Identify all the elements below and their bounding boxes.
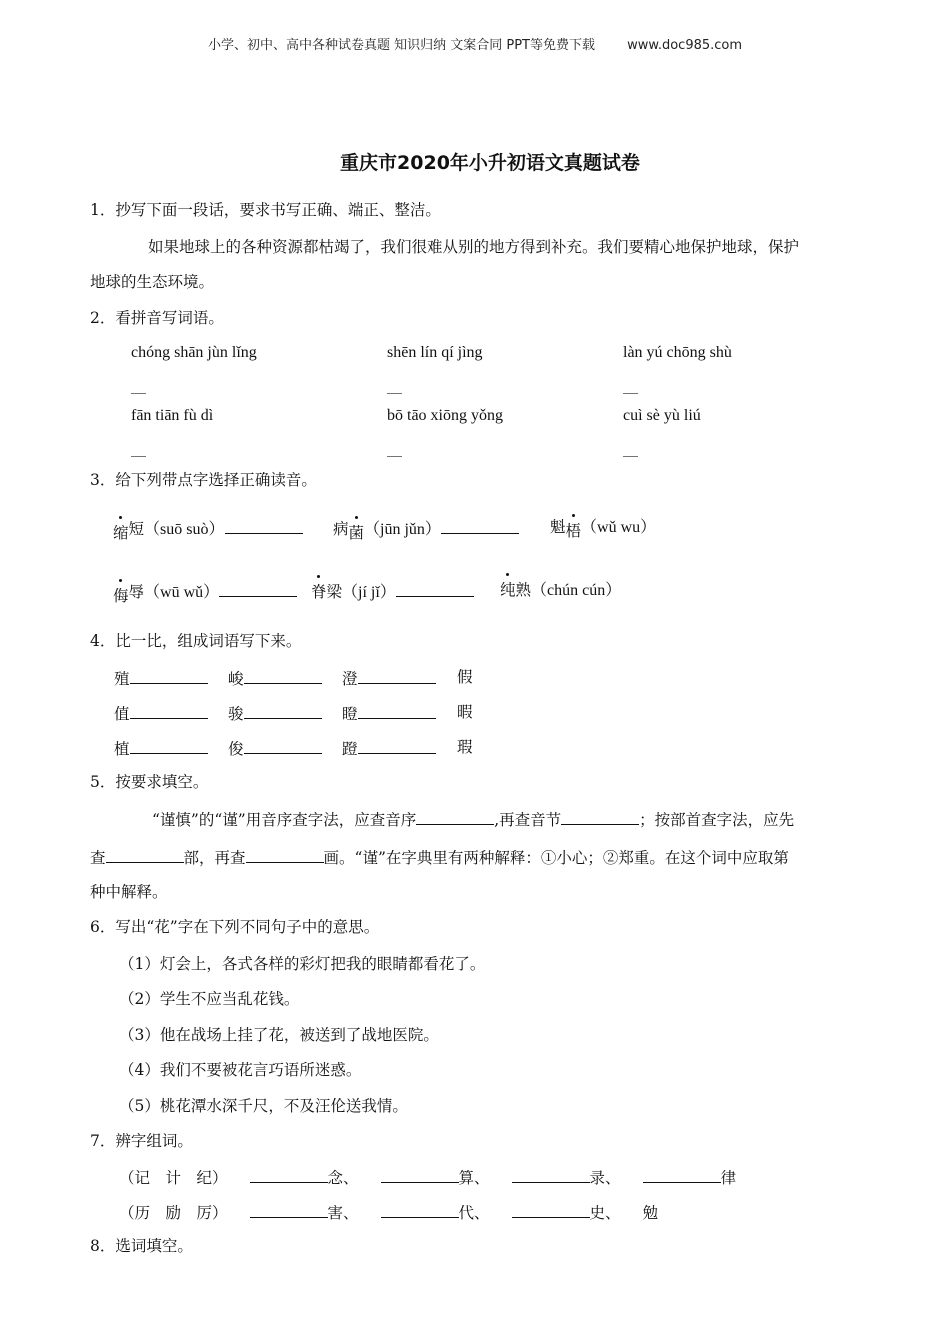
answer-blank[interactable]: [512, 1167, 590, 1183]
question-8: [90, 1237, 193, 1256]
compare-character: 暇: [457, 703, 473, 721]
answer-blank[interactable]: __: [131, 376, 146, 394]
answer-blank[interactable]: __: [131, 439, 146, 457]
compare-cell: [114, 703, 208, 724]
compare-character: 蹬: [342, 740, 358, 758]
compare-cell: [342, 703, 436, 724]
reading-item: [500, 581, 621, 600]
question-prompt: 比一比，组成词语写下来。: [115, 632, 302, 650]
dotted-character: 菌: [348, 524, 365, 542]
compare-character: 值: [114, 705, 130, 723]
compare-cell: [457, 703, 473, 722]
compare-cell: [457, 738, 473, 757]
question-number: 4．: [90, 632, 116, 650]
pinyin-item: làn yú chōng shù: [623, 344, 732, 361]
question-number: 2．: [90, 309, 116, 327]
question-number: 3．: [90, 471, 116, 489]
question-7: [90, 1132, 193, 1151]
question-number: 1．: [90, 201, 116, 219]
pinyin-item: cuì sè yù liú: [623, 407, 701, 424]
compare-cell: [342, 668, 436, 689]
answer-blank[interactable]: __: [387, 439, 402, 457]
text-fragment: ；按部首查字法，应先: [639, 811, 795, 829]
question-prompt: 写出“花”字在下列不同句子中的意思。: [115, 918, 380, 936]
question-number: 5．: [90, 773, 116, 791]
compare-cell: [228, 668, 322, 689]
suffix-text: 算、: [458, 1169, 490, 1187]
answer-blank[interactable]: [244, 668, 322, 684]
sentence-item: （2）学生不应当乱花钱。: [119, 990, 300, 1008]
answer-blank[interactable]: [106, 847, 184, 863]
dotted-character: 缩: [113, 524, 129, 542]
suffix-text: 念、: [327, 1169, 359, 1187]
question-4: [90, 632, 301, 651]
question-prompt: 辨字组词。: [115, 1132, 193, 1150]
text-fragment: 部，再查: [183, 849, 246, 867]
sentence-item: （4）我们不要被花言巧语所迷惑。: [119, 1061, 362, 1079]
word-rest: 熟: [515, 581, 532, 599]
answer-blank[interactable]: [358, 703, 436, 719]
compare-character: 骏: [228, 705, 244, 723]
suffix-text: 律: [720, 1169, 737, 1187]
q5-line-3: 种中解释。: [90, 883, 168, 901]
compare-character: 假: [457, 668, 473, 686]
answer-blank[interactable]: [250, 1167, 328, 1183]
compare-cell: [228, 703, 322, 724]
compare-cell: [457, 668, 473, 687]
question-prompt: 给下列带点字选择正确读音。: [115, 471, 317, 489]
character-group-label: （记 计 纪）: [119, 1169, 228, 1187]
pinyin-item: shēn lín qí jìng: [387, 344, 483, 361]
page-header: [0, 34, 950, 53]
question-prompt: 抄写下面一段话，要求书写正确、端正、整洁。: [115, 201, 441, 219]
word-rest: 短: [128, 520, 145, 538]
question-prompt: 看拼音写词语。: [115, 309, 224, 327]
answer-blank[interactable]: [250, 1202, 328, 1218]
answer-blank[interactable]: [244, 703, 322, 719]
pinyin-options: （chún cún）: [531, 582, 622, 599]
answer-blank[interactable]: [130, 703, 208, 719]
dotted-character: 侮: [113, 587, 129, 605]
compare-cell: [114, 668, 208, 689]
question-prompt: 选词填空。: [115, 1237, 193, 1255]
q5-line-2: [90, 847, 789, 868]
reading-item: [550, 518, 657, 540]
text-fragment: 查: [90, 849, 106, 867]
text-fragment: ,再查音节: [494, 811, 562, 829]
q5-line-1: [152, 809, 794, 830]
reading-item: [333, 518, 519, 542]
word-group-row: [119, 1202, 658, 1223]
suffix-text: 录、: [589, 1169, 621, 1187]
reading-item: [113, 518, 303, 542]
q1-passage-line-1: 如果地球上的各种资源都枯竭了，我们很难从别的地方得到补充。我们要精心地保护地球，保护: [148, 238, 800, 256]
question-5: [90, 773, 208, 792]
sentence-item: （5）桃花潭水深千尺，不及汪伦送我情。: [119, 1097, 408, 1115]
question-prompt: 按要求填空。: [115, 773, 209, 791]
answer-blank[interactable]: [512, 1202, 590, 1218]
answer-blank[interactable]: __: [387, 376, 402, 394]
question-number: 8．: [90, 1237, 116, 1255]
pinyin-item: bō tāo xiōng yǒng: [387, 407, 503, 424]
dotted-character: 脊: [311, 583, 327, 601]
answer-blank[interactable]: __: [623, 439, 638, 457]
reading-item: [113, 581, 297, 605]
answer-blank[interactable]: [441, 518, 519, 534]
answer-blank[interactable]: [358, 738, 436, 754]
sentence-item: （1）灯会上，各式各样的彩灯把我的眼睛都看花了。: [119, 955, 486, 973]
answer-blank[interactable]: [381, 1202, 459, 1218]
question-6: [90, 918, 379, 937]
answer-blank[interactable]: [244, 738, 322, 754]
answer-blank[interactable]: [219, 581, 297, 597]
word-prefix: 魁: [550, 518, 566, 536]
compare-character: 澄: [342, 670, 358, 688]
suffix-text: 史、: [589, 1204, 621, 1222]
question-number: 6．: [90, 918, 116, 936]
answer-blank[interactable]: [358, 668, 436, 684]
answer-blank[interactable]: [643, 1167, 721, 1183]
answer-blank[interactable]: [130, 668, 208, 684]
answer-blank[interactable]: __: [623, 376, 638, 394]
header-text: 小学、初中、高中各种试卷真题 知识归纳 文案合同 PPT等免费下载: [207, 38, 595, 53]
compare-character: 瞪: [342, 705, 358, 723]
question-3: [90, 471, 317, 490]
text-fragment: “谨慎”的“谨”用音序查字法，应查音序: [152, 811, 417, 829]
compare-cell: [342, 738, 436, 759]
sentence-item: （3）他在战场上挂了花，被送到了战地医院。: [119, 1026, 439, 1044]
compare-character: 俊: [228, 740, 244, 758]
dotted-character: 纯: [500, 581, 516, 599]
compare-character: 植: [114, 740, 130, 758]
answer-blank[interactable]: [396, 581, 474, 597]
pinyin-options: （suō suò）: [144, 521, 225, 538]
compare-character: 瑕: [457, 738, 473, 756]
text-fragment: 画。“谨”在字典里有两种解释：①小心；②郑重。在这个词中应取第: [323, 849, 789, 867]
word-rest: 梁: [326, 583, 343, 601]
question-2: [90, 309, 224, 328]
answer-blank[interactable]: [561, 809, 639, 825]
suffix-text: 害、: [327, 1204, 359, 1222]
answer-blank[interactable]: [130, 738, 208, 754]
word-prefix: 病: [333, 520, 349, 538]
pinyin-item: chóng shān jùn lǐng: [131, 344, 257, 361]
q1-passage-line-2: 地球的生态环境。: [90, 273, 215, 291]
answer-blank[interactable]: [381, 1167, 459, 1183]
pinyin-item: fān tiān fù dì: [131, 407, 214, 424]
page-title: 重庆市2020年小升初语文真题试卷: [340, 152, 640, 174]
pinyin-options: （wǔ wu）: [581, 519, 657, 536]
pinyin-options: （jí jǐ）: [342, 584, 396, 601]
reading-item: [311, 581, 474, 602]
question-1: [90, 201, 441, 220]
compare-cell: [114, 738, 208, 759]
compare-character: 峻: [228, 670, 244, 688]
answer-blank[interactable]: [225, 518, 303, 534]
dotted-character: 梧: [565, 522, 582, 540]
suffix-text: 代、: [458, 1204, 490, 1222]
pinyin-options: （wū wǔ）: [144, 584, 220, 601]
answer-blank[interactable]: [246, 847, 324, 863]
header-site-link[interactable]: www.doc985.com: [627, 38, 743, 53]
suffix-text: 勉: [642, 1204, 659, 1222]
answer-blank[interactable]: [416, 809, 494, 825]
compare-cell: [228, 738, 322, 759]
compare-character: 殖: [114, 670, 130, 688]
character-group-label: （历 励 厉）: [119, 1204, 228, 1222]
word-rest: 辱: [128, 583, 145, 601]
pinyin-options: （jūn jǔn）: [364, 521, 441, 538]
question-number: 7．: [90, 1132, 116, 1150]
word-group-row: [119, 1167, 736, 1188]
